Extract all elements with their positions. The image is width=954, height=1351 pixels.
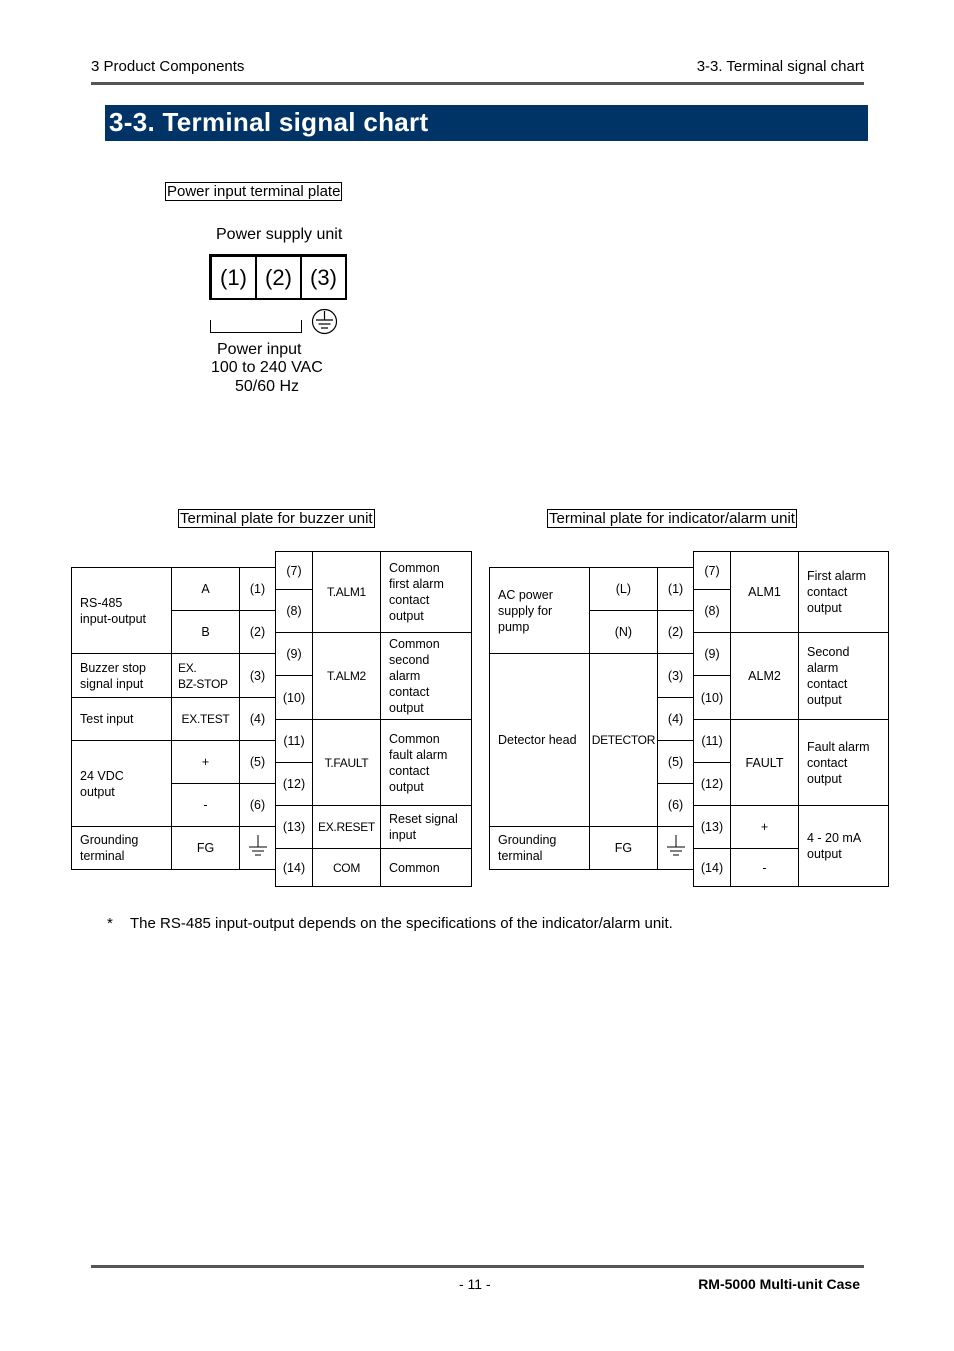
signal-cell: DETECTOR [589, 654, 657, 827]
terminal-number: (8) [694, 590, 731, 633]
description-cell: Reset signal input [381, 806, 472, 849]
description-cell: Common first alarm contact output [381, 552, 472, 633]
terminal-number: (2) [240, 611, 276, 654]
signal-cell: EX. BZ-STOP [172, 654, 240, 698]
power-input-frequency: 50/60 Hz [235, 378, 300, 395]
terminal-number: (12) [694, 763, 731, 806]
note-mark: * [107, 915, 113, 932]
table-row-label: Grounding terminal [72, 827, 172, 870]
terminal-number: (8) [276, 590, 313, 633]
table-row-label: Detector head [490, 654, 590, 827]
product-name: RM-5000 Multi-unit Case [698, 1276, 860, 1292]
terminal-number: (7) [276, 552, 313, 590]
description-cell: Common second alarm contact output [381, 633, 472, 720]
ground-icon [240, 827, 276, 870]
signal-cell: B [172, 611, 240, 654]
terminal-number: (13) [276, 806, 313, 849]
table-row-label: RS-485 input-output [72, 568, 172, 654]
power-supply-unit-label: Power supply unit [216, 226, 343, 243]
terminal-number: (4) [658, 698, 694, 741]
signal-cell: EX.TEST [172, 698, 240, 741]
terminal-number: (5) [240, 741, 276, 784]
signal-cell: + [172, 741, 240, 784]
terminal-number: (14) [694, 849, 731, 887]
signal-cell: FAULT [731, 720, 799, 806]
buzzer-right-table [275, 551, 472, 887]
terminal-number: (11) [694, 720, 731, 763]
header-section: 3 Product Components [91, 58, 245, 75]
table-row-label: Test input [72, 698, 172, 741]
terminal-number: (1) [658, 568, 694, 611]
description-cell: 4 - 20 mA output [799, 806, 889, 887]
terminal-number: (4) [240, 698, 276, 741]
indicator-left-table [489, 567, 694, 870]
signal-cell: - [731, 849, 799, 887]
terminal-number: (2) [658, 611, 694, 654]
table-row-label: Grounding terminal [490, 827, 590, 870]
description-cell: Fault alarm contact output [799, 720, 889, 806]
power-input-label: Power input [217, 341, 302, 358]
terminal-number: (10) [276, 676, 313, 720]
power-terminal-3: (3) [301, 256, 346, 300]
terminal-number: (9) [694, 633, 731, 676]
description-cell: Common [381, 849, 472, 887]
ground-icon [658, 827, 694, 870]
power-heading: Power input terminal plate [167, 183, 341, 200]
page-number: - 11 - [459, 1276, 491, 1292]
note-text: The RS-485 input-output depends on the specifications of the indicator/alarm unit. [130, 915, 673, 932]
description-cell: First alarm contact output [799, 552, 889, 633]
terminal-number: (3) [658, 654, 694, 698]
signal-cell: + [731, 806, 799, 849]
signal-cell: FG [589, 827, 657, 870]
signal-cell: T.ALM2 [313, 633, 381, 720]
signal-cell: ALM2 [731, 633, 799, 720]
signal-cell: FG [172, 827, 240, 870]
signal-cell: COM [313, 849, 381, 887]
page-title: 3-3. Terminal signal chart [109, 107, 429, 137]
terminal-number: (5) [658, 741, 694, 784]
indicator-heading: Terminal plate for indicator/alarm unit [549, 510, 795, 527]
table-row-label: 24 VDC output [72, 741, 172, 827]
buzzer-heading: Terminal plate for buzzer unit [180, 510, 373, 527]
description-cell: Second alarm contact output [799, 633, 889, 720]
power-input-bracket [210, 320, 302, 333]
ground-icon [311, 308, 338, 340]
header-chapter: 3-3. Terminal signal chart [696, 58, 864, 75]
terminal-number: (14) [276, 849, 313, 887]
table-row-label: Buzzer stop signal input [72, 654, 172, 698]
footer-rule [91, 1265, 864, 1268]
buzzer-left-table [71, 567, 276, 870]
power-terminal-2: (2) [256, 256, 301, 300]
terminal-number: (13) [694, 806, 731, 849]
title-bar [105, 105, 868, 141]
table-row-label: AC power supply for pump [490, 568, 590, 654]
signal-cell: (L) [589, 568, 657, 611]
signal-cell: A [172, 568, 240, 611]
terminal-number: (6) [240, 784, 276, 827]
description-cell: Common fault alarm contact output [381, 720, 472, 806]
signal-cell: T.FAULT [313, 720, 381, 806]
signal-cell: - [172, 784, 240, 827]
signal-cell: T.ALM1 [313, 552, 381, 633]
terminal-number: (7) [694, 552, 731, 590]
signal-cell: EX.RESET [313, 806, 381, 849]
terminal-number: (12) [276, 763, 313, 806]
power-terminal-1: (1) [211, 256, 256, 300]
terminal-number: (9) [276, 633, 313, 676]
terminal-number: (1) [240, 568, 276, 611]
terminal-number: (10) [694, 676, 731, 720]
terminal-number: (11) [276, 720, 313, 763]
power-input-voltage: 100 to 240 VAC [211, 359, 323, 376]
terminal-number: (3) [240, 654, 276, 698]
signal-cell: ALM1 [731, 552, 799, 633]
indicator-right-table [693, 551, 889, 887]
terminal-number: (6) [658, 784, 694, 827]
signal-cell: (N) [589, 611, 657, 654]
header-rule [91, 82, 864, 85]
